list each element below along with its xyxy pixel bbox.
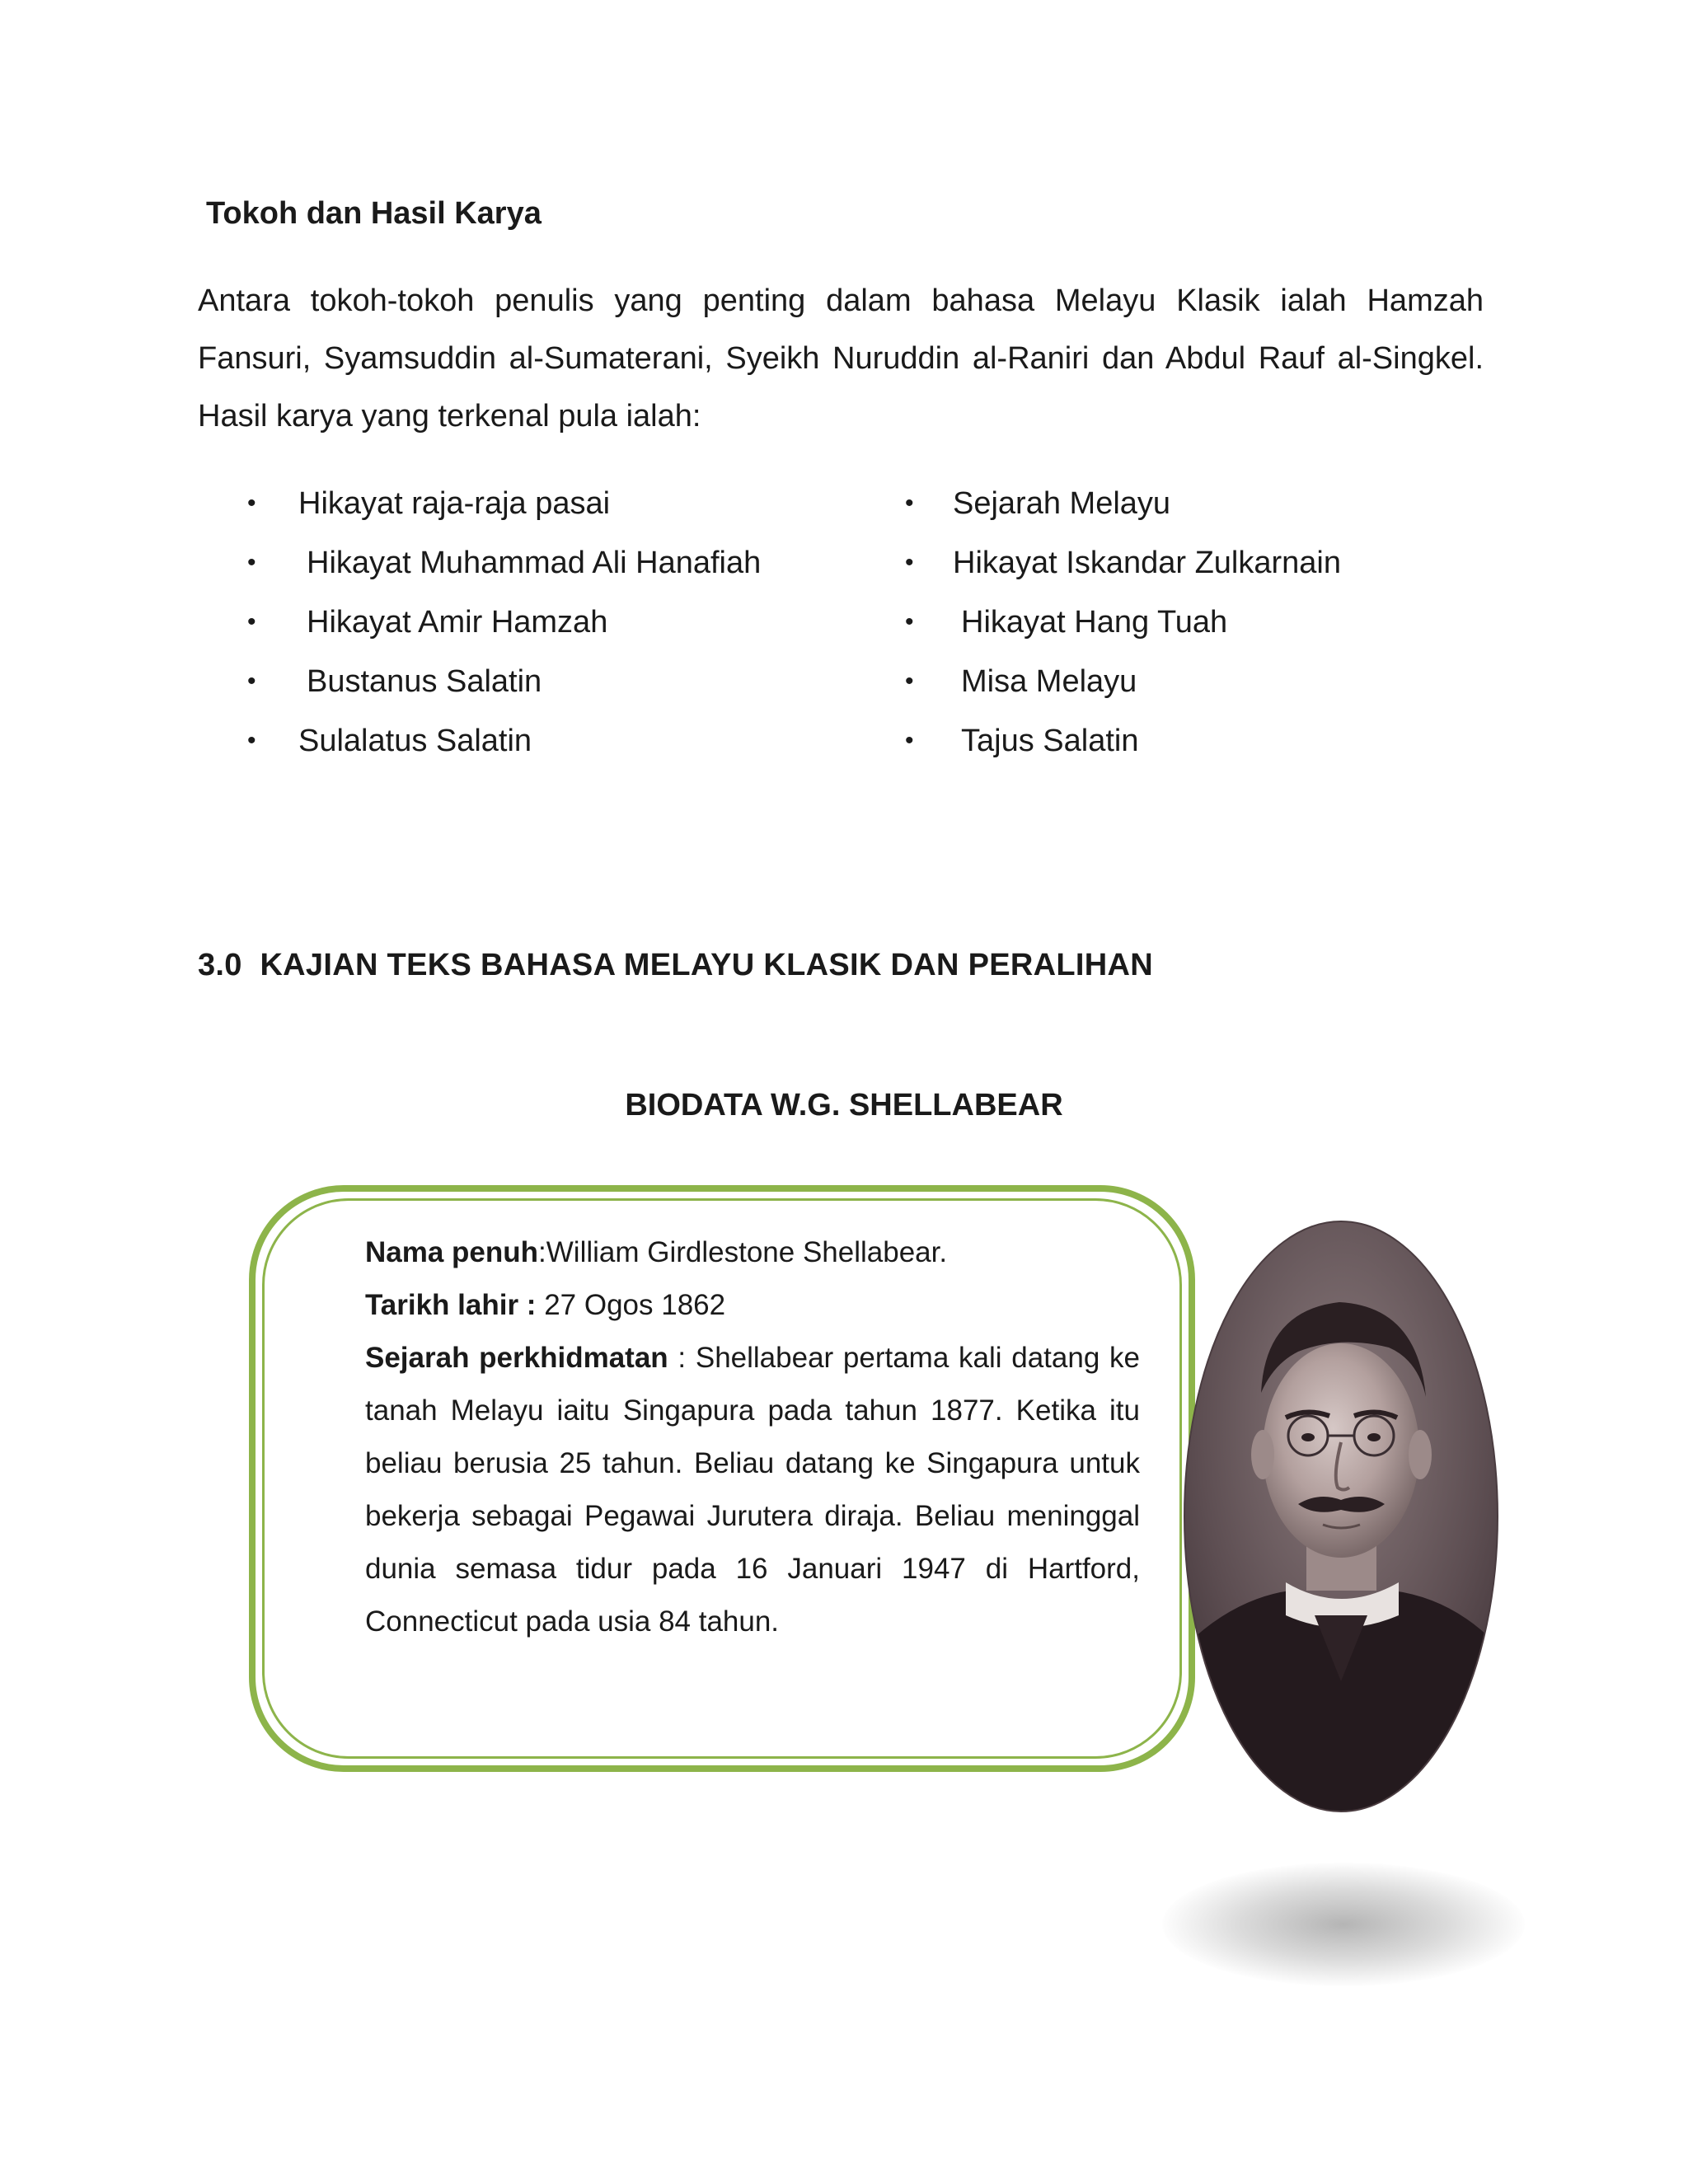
service-value: : Shellabear pertama kali datang ke tanah Melayu iaitu Singapura pada tahun 1877. Ketika itu beliau berusia 25 tahun. Beliau datang ke Singapura untuk bekerja sebagai Pegawai Jurutera diraja. Beliau meninggal dunia semasa tidur pada 16 Januari 1947 di Hartford, Connecticut pada usia 84 tahun. [365,1342,1140,1638]
biodata-title: BIODATA W.G. SHELLABEAR [625,1088,1063,1122]
list-item: • Hikayat Iskandar Zulkarnain [905,533,1531,593]
chapter-heading: 3.0 KAJIAN TEKS BAHASA MELAYU KLASIK DAN PERALIHAN [198,948,1153,982]
works-list-left [247,474,874,771]
list-item: • Sulalatus Salatin [247,711,874,771]
portrait-shadow [1162,1863,1525,1986]
bullet-icon: • [905,727,914,754]
bullet-icon: • [905,608,914,635]
list-item: • Hikayat Hang Tuah [905,593,1531,652]
bullet-icon: • [905,490,914,517]
intro-paragraph: Antara tokoh-tokoh penulis yang penting dalam bahasa Melayu Klasik ialah Hamzah Fansuri, Syamsuddin al-Sumaterani, Syeikh Nuruddin al-Raniri dan Abdul Rauf al-Singkel. Hasil karya yang terkenal pula ialah: [198,284,1484,434]
bullet-icon: • [247,549,256,576]
list-item: • Hikayat raja-raja pasai [247,474,874,533]
bullet-icon: • [247,608,256,635]
list-item: • Tajus Salatin [905,711,1531,771]
bullet-icon: • [247,668,256,695]
bullet-icon: • [905,668,914,695]
name-label: Nama penuh [365,1236,539,1268]
list-item: • Sejarah Melayu [905,474,1531,533]
name-value: :William Girdlestone Shellabear. [538,1236,948,1268]
bullet-icon: • [905,549,914,576]
service-label: Sejarah perkhidmatan [365,1342,668,1374]
list-item: • Bustanus Salatin [247,652,874,711]
list-item: • Misa Melayu [905,652,1531,711]
portrait-photo-icon [1183,1220,1500,1813]
bullet-icon: • [247,727,256,754]
birth-label: Tarikh lahir : [365,1289,537,1321]
section-title: Tokoh dan Hasil Karya [206,196,542,231]
birth-value: 27 Ogos 1862 [536,1289,726,1321]
bullet-icon: • [247,490,256,517]
list-item: • Hikayat Amir Hamzah [247,593,874,652]
works-list-right [905,474,1531,771]
list-item: • Hikayat Muhammad Ali Hanafiah [247,533,874,593]
biodata-text [365,1226,1140,1648]
